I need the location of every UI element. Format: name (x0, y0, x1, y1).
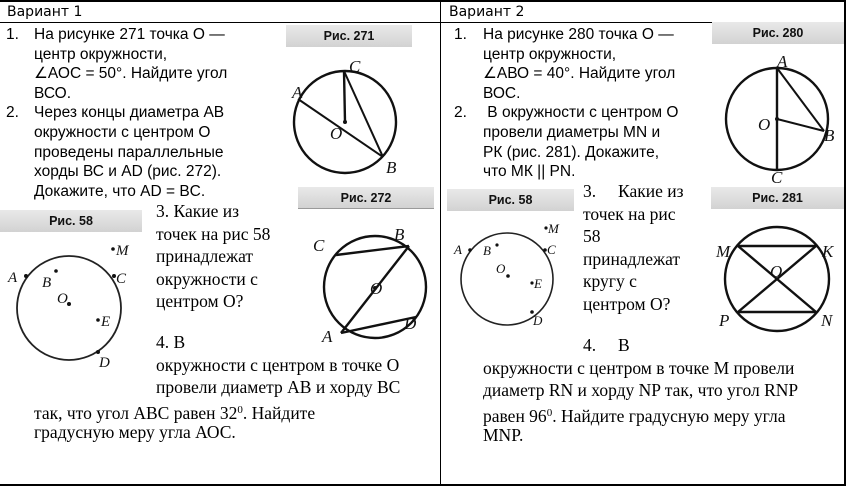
task-line: окружности с центром в точке О (156, 354, 400, 375)
task-line: принадлежат (156, 246, 254, 267)
svg-text:B: B (394, 225, 405, 244)
task-line: окружности с (156, 268, 258, 289)
svg-text:D: D (404, 314, 417, 333)
fig272-diagram (310, 222, 430, 347)
task-line: 3. Какие из (156, 201, 239, 221)
table-top-border (0, 0, 846, 2)
task-line: 58 (583, 226, 601, 247)
task-number: 2. (454, 104, 467, 122)
svg-text:M: M (548, 221, 559, 236)
task-number: 2. (6, 104, 19, 122)
task-line: точек на рис (583, 203, 676, 224)
task-number: 1. (454, 26, 467, 43)
svg-text:D: D (99, 355, 110, 371)
fig281-diagram (714, 222, 842, 337)
task-line: центром О? (583, 294, 671, 314)
task-line: диаметр RN и хорду NP так, что угол RNP (483, 380, 799, 401)
svg-text:A: A (8, 270, 18, 286)
task-line: 3. Какие из (583, 181, 684, 201)
task-line: MNP. (483, 425, 524, 446)
fig271-caption: Рис. 271 (286, 25, 412, 47)
task-number: 1. (6, 26, 19, 43)
task-line: Через концы диаметра АВ (34, 104, 225, 122)
fig58-caption: Рис. 58 (0, 210, 142, 232)
task-line: 4. В (156, 332, 186, 352)
task-line: ∠АВО = 40°. Найдите угол (483, 65, 676, 83)
task-line: центр окружности, (483, 45, 617, 63)
task-line: В окружности с центром О (483, 104, 679, 122)
task-line: что МК || PN. (483, 163, 576, 181)
svg-text:O: O (330, 124, 343, 143)
task-line: так, что угол АВС равен $32^0$. Найдите (34, 402, 316, 423)
svg-text:C: C (771, 168, 783, 187)
svg-text:C: C (116, 271, 127, 287)
svg-text:M: M (116, 243, 129, 259)
svg-text:N: N (821, 311, 833, 330)
task-line: центром О? (156, 291, 244, 312)
svg-text:M: M (716, 242, 731, 261)
variant2-header: Вариант 2 (449, 4, 525, 20)
task-line: провели диаметр АВ и хорду ВС (156, 377, 401, 398)
svg-text:A: A (777, 52, 788, 71)
svg-text:K: K (822, 242, 834, 261)
task-line: 4. В (583, 335, 630, 355)
fig281-caption: Рис. 281 (711, 187, 844, 209)
fig271-diagram (288, 58, 408, 178)
svg-text:D: D (533, 313, 543, 328)
svg-text:B: B (386, 158, 397, 177)
svg-text:O: O (758, 115, 771, 134)
task-line: кругу с (583, 271, 637, 292)
task-line: окружности с центром в точке М провели (483, 357, 795, 378)
task-line: РК (рис. 281). Докажите, (483, 143, 660, 161)
column-divider (440, 0, 441, 486)
task-line: Докажите, что AD = BC. (34, 182, 206, 200)
svg-text:C: C (313, 236, 325, 255)
svg-text:A: A (454, 242, 462, 257)
fig58-diagram (453, 219, 578, 334)
task-line: На рисунке 271 точка О — (34, 26, 225, 43)
task-line: На рисунке 280 точка О — (483, 26, 674, 43)
task-line: проведены параллельные (34, 143, 224, 161)
svg-text:B: B (483, 243, 491, 258)
fig58-caption: Рис. 58 (447, 189, 574, 211)
task-line: центр окружности, (34, 45, 168, 63)
fig280-diagram (718, 52, 844, 187)
svg-text:O: O (57, 291, 68, 307)
svg-text:A: A (292, 83, 303, 102)
svg-text:C: C (547, 242, 556, 257)
task-line: точек на рис 58 (156, 223, 271, 244)
variant1-header: Вариант 1 (7, 4, 83, 20)
svg-text:E: E (101, 314, 111, 330)
task-line: хорды ВС и AD (рис. 272). (34, 163, 222, 181)
svg-text:O: O (496, 261, 506, 276)
svg-text:B: B (824, 126, 835, 145)
task-line: ВСО. (34, 84, 72, 102)
task-line: провели диаметры MN и (483, 124, 661, 141)
task-line: окружности с центром О (34, 124, 211, 141)
fig272-caption: Рис. 272 (298, 187, 434, 209)
task-line: принадлежат (583, 248, 681, 269)
svg-text:E: E (534, 276, 542, 291)
fig58-diagram (5, 240, 145, 370)
svg-text:C: C (349, 57, 361, 76)
svg-text:B: B (42, 275, 52, 291)
task-line: ВОС. (483, 84, 521, 102)
task-line: равен $96^0$. Найдите градусную меру угла (483, 405, 786, 426)
svg-text:O: O (770, 262, 783, 281)
svg-text:P: P (719, 311, 730, 330)
svg-text:A: A (322, 327, 333, 346)
task-line: ∠АОС = 50°. Найдите угол (34, 65, 228, 83)
svg-text:O: O (370, 279, 383, 298)
fig280-caption: Рис. 280 (712, 22, 844, 44)
task-line: градусную меру угла АОС. (34, 422, 236, 443)
